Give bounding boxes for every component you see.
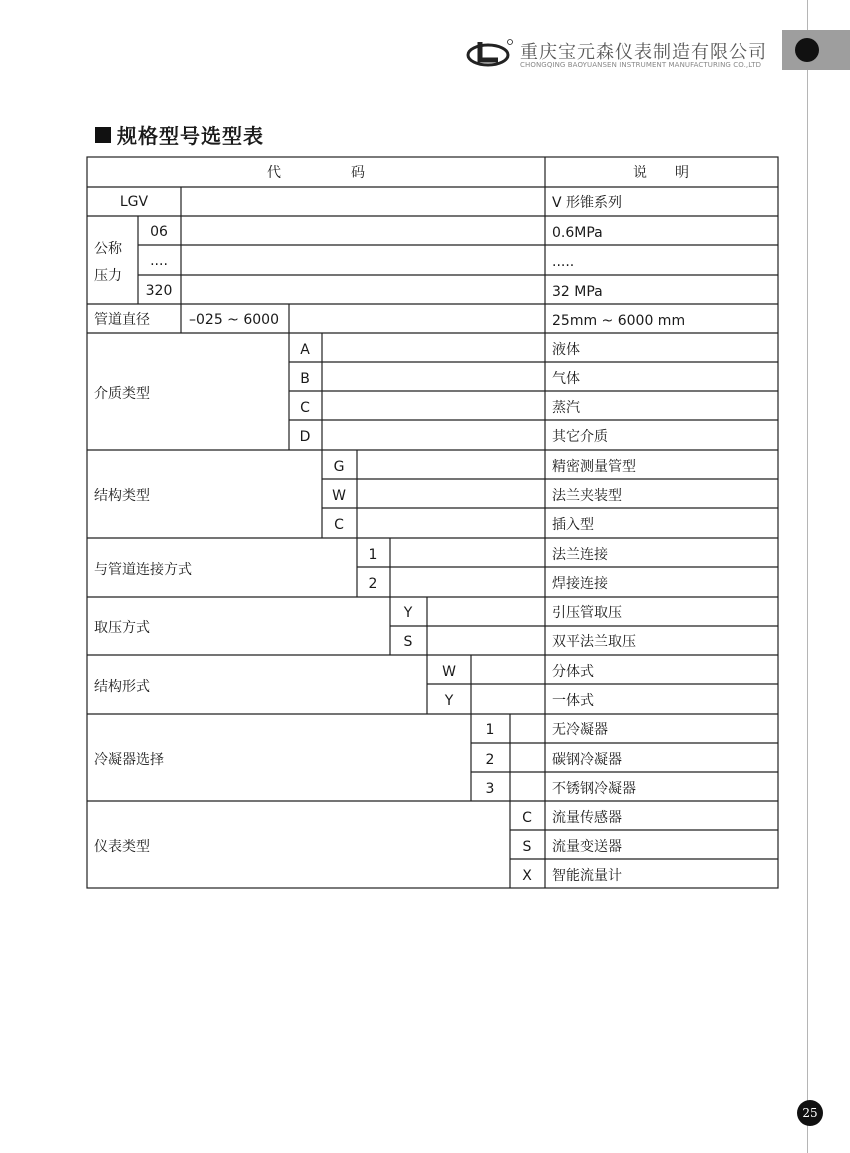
- pressure-desc-2: .....: [552, 254, 575, 270]
- connection-desc-1: 法兰连接: [552, 547, 608, 563]
- medium-code-1: A: [300, 342, 310, 358]
- medium-desc-3: 蒸汽: [552, 400, 580, 416]
- structure-type-code-3: C: [334, 517, 344, 533]
- instrument-label: 仪表类型: [94, 839, 150, 855]
- structure-type-code-1: G: [333, 459, 345, 475]
- pressure-desc-3: 32 MPa: [552, 284, 603, 300]
- structure-form-label: 结构形式: [94, 679, 150, 695]
- company-name-en: CHONGQING BAOYUANSEN INSTRUMENT MANUFACTURING CO.,LTD: [520, 61, 762, 69]
- instrument-desc-1: 流量传感器: [552, 810, 622, 826]
- structure-type-desc-2: 法兰夹装型: [552, 488, 622, 504]
- condenser-desc-3: 不锈钢冷凝器: [552, 781, 636, 797]
- header-code: 代 码: [267, 165, 365, 181]
- medium-desc-1: 液体: [552, 342, 580, 358]
- pressure-tap-code-2: S: [403, 634, 413, 650]
- connection-code-2: 2: [368, 576, 378, 592]
- header-description: 说 明: [633, 165, 689, 181]
- condenser-desc-2: 碳钢冷凝器: [552, 752, 622, 768]
- connection-label: 与管道连接方式: [94, 562, 192, 578]
- condenser-code-2: 2: [485, 752, 495, 768]
- section-title: 规格型号选型表: [117, 124, 264, 148]
- pressure-tap-code-1: Y: [403, 605, 413, 621]
- medium-code-3: C: [300, 400, 310, 416]
- pressure-tap-desc-2: 双平法兰取压: [552, 634, 636, 650]
- pressure-tap-desc-1: 引压管取压: [552, 605, 622, 621]
- medium-code-2: B: [300, 371, 310, 387]
- medium-desc-2: 气体: [552, 371, 580, 387]
- page-number: 25: [797, 1100, 823, 1126]
- instrument-desc-3: 智能流量计: [552, 868, 622, 884]
- condenser-code-3: 3: [485, 781, 495, 797]
- connection-desc-2: 焊接连接: [552, 576, 608, 592]
- pressure-code-2: ....: [150, 253, 168, 269]
- pressure-tap-label: 取压方式: [94, 620, 150, 636]
- instrument-code-2: S: [522, 839, 532, 855]
- instrument-desc-2: 流量变送器: [552, 839, 622, 855]
- diameter-label: 管道直径: [94, 312, 150, 328]
- condenser-desc-1: 无冷凝器: [552, 722, 608, 738]
- pressure-label-2: 压力: [94, 268, 122, 284]
- pressure-label-1: 公称: [94, 241, 122, 257]
- diameter-desc: 25mm ~ 6000 mm: [552, 313, 686, 329]
- medium-label: 介质类型: [94, 386, 150, 402]
- structure-form-desc-2: 一体式: [552, 693, 594, 709]
- structure-type-desc-1: 精密测量管型: [552, 459, 636, 475]
- connection-code-1: 1: [368, 547, 378, 563]
- medium-code-4: D: [299, 429, 311, 445]
- instrument-code-3: X: [522, 868, 532, 884]
- structure-type-label: 结构类型: [94, 488, 150, 504]
- structure-form-code-2: Y: [444, 693, 454, 709]
- structure-type-desc-3: 插入型: [552, 517, 594, 533]
- model-code: LGV: [119, 194, 149, 210]
- pressure-code-3: 320: [145, 283, 173, 299]
- structure-form-code-1: W: [442, 664, 456, 680]
- pressure-code-1: 06: [150, 224, 168, 240]
- condenser-code-1: 1: [485, 722, 495, 738]
- pressure-desc-1: 0.6MPa: [552, 225, 603, 241]
- instrument-code-1: C: [522, 810, 532, 826]
- structure-form-desc-1: 分体式: [552, 664, 594, 680]
- company-name-cn: 重庆宝元森仪表制造有限公司: [520, 42, 767, 63]
- medium-desc-4: 其它介质: [552, 429, 608, 445]
- structure-type-code-2: W: [332, 488, 346, 504]
- diameter-code: –025 ~ 6000: [189, 312, 279, 328]
- model-desc: V 形锥系列: [552, 195, 623, 211]
- condenser-label: 冷凝器选择: [94, 752, 164, 768]
